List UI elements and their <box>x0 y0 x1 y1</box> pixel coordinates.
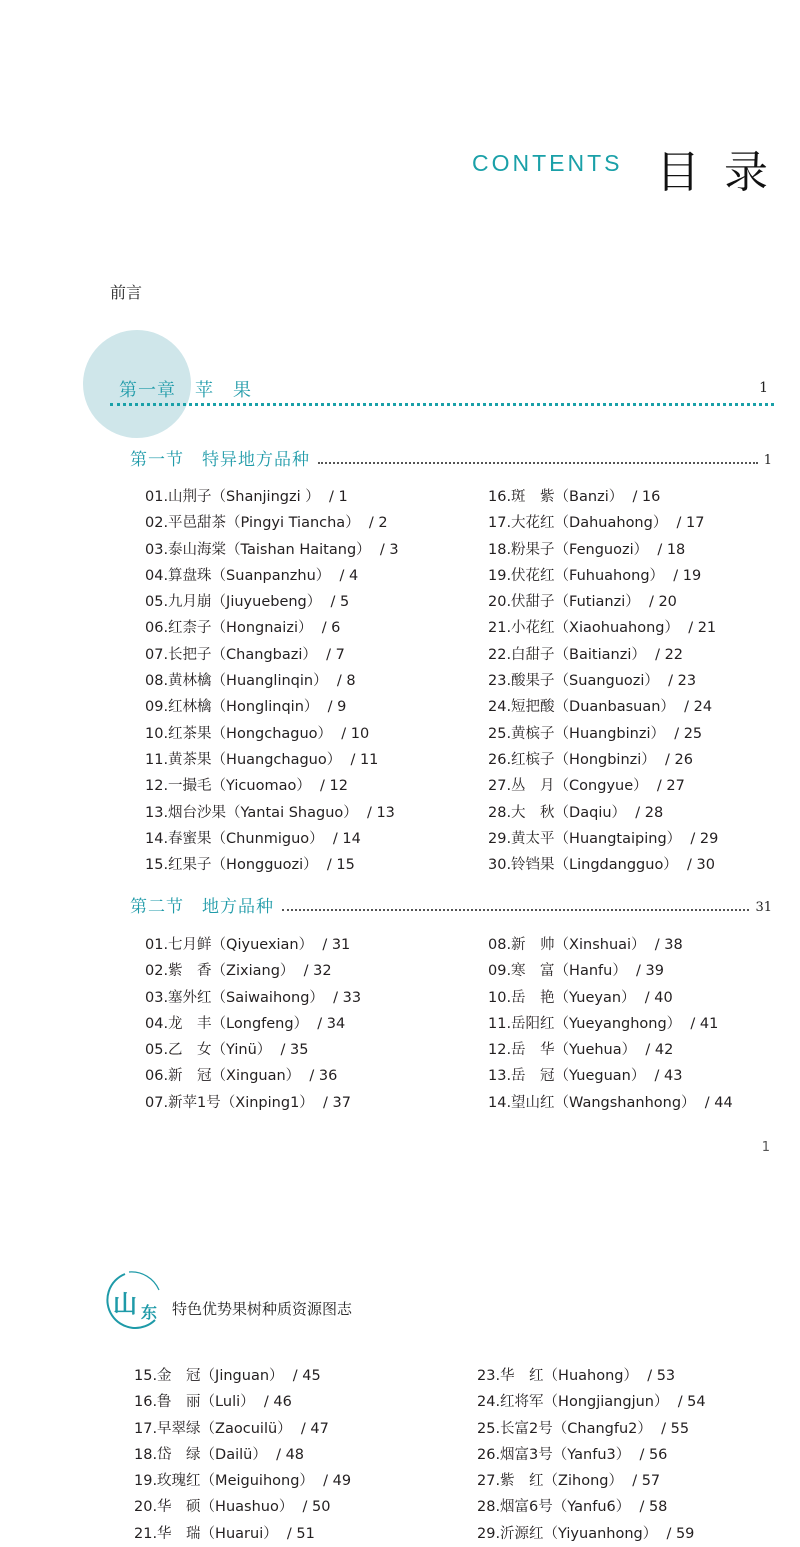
toc-entry[interactable] <box>488 1063 733 1089</box>
toc-entry[interactable] <box>134 1363 351 1389</box>
toc-entry[interactable] <box>145 800 399 826</box>
toc-entry-text: 04.龙 丰（Longfeng） / 34 <box>145 1015 346 1032</box>
toc-entry[interactable] <box>488 932 733 958</box>
chapter-page-number: 1 <box>759 380 768 396</box>
toc-entry-text: 15.红果子（Hongguozi） / 15 <box>145 857 355 874</box>
toc-entry[interactable] <box>488 773 718 799</box>
toc-entry[interactable] <box>488 1090 733 1116</box>
page-heading: 目录 <box>656 147 792 198</box>
toc-entry[interactable] <box>488 563 718 589</box>
toc-entry-text: 04.算盘珠（Suanpanzhu） / 4 <box>145 567 359 584</box>
toc-entry[interactable] <box>488 615 718 641</box>
section-page-number: 31 <box>755 900 772 915</box>
toc-entry[interactable] <box>145 958 361 984</box>
toc-entry[interactable] <box>477 1416 706 1442</box>
toc-entry[interactable] <box>488 694 718 720</box>
dot-leader <box>282 909 749 911</box>
toc-entry[interactable] <box>488 800 718 826</box>
toc-entry-text: 25.长富2号（Changfu2） / 55 <box>477 1420 690 1437</box>
section-title: 第二节 地方品种 <box>130 897 274 917</box>
toc-entry[interactable] <box>488 589 718 615</box>
toc-entry-text: 29.沂源红（Yiyuanhong） / 59 <box>477 1525 695 1542</box>
toc-column-right <box>488 932 733 1116</box>
toc-entry-text: 20.华 硕（Huashuo） / 50 <box>134 1499 331 1516</box>
toc-entry[interactable] <box>145 1011 361 1037</box>
toc-entry[interactable] <box>134 1442 351 1468</box>
toc-entry[interactable] <box>477 1363 706 1389</box>
toc-entry-text: 27.丛 月（Congyue） / 27 <box>488 778 685 795</box>
toc-entry-text: 24.短把酸（Duanbasuan） / 24 <box>488 699 713 716</box>
toc-entry-text: 13.岳 冠（Yueguan） / 43 <box>488 1068 683 1085</box>
section-heading-2[interactable] <box>130 895 772 917</box>
book-title: 特色优势果树种质资源图志 <box>172 1300 353 1318</box>
toc-entry[interactable] <box>488 747 718 773</box>
toc-column-left <box>145 484 399 878</box>
toc-entry[interactable] <box>488 985 733 1011</box>
toc-entry[interactable] <box>488 642 718 668</box>
toc-entry-text: 17.早翠绿（Zaocuilü） / 47 <box>134 1420 329 1437</box>
toc-entry-text: 11.岳阳红（Yueyanghong） / 41 <box>488 1015 719 1032</box>
toc-entry[interactable] <box>477 1389 706 1415</box>
toc-entry[interactable] <box>134 1468 351 1494</box>
toc-entry-text: 20.伏甜子（Futianzi） / 20 <box>488 594 677 611</box>
toc-entry-text: 05.九月崩（Jiuyuebeng） / 5 <box>145 594 350 611</box>
toc-entry-text: 16.鲁 丽（Luli） / 46 <box>134 1394 292 1411</box>
toc-entry-text: 23.华 红（Huahong） / 53 <box>477 1368 676 1384</box>
toc-entry[interactable] <box>477 1468 706 1494</box>
toc-entry[interactable] <box>477 1494 706 1520</box>
toc-entry[interactable] <box>488 510 718 536</box>
toc-entry-text: 18.粉果子（Fenguozi） / 18 <box>488 541 686 558</box>
chapter-dotted-rule <box>110 403 774 406</box>
contents-label: CONTENTS <box>472 150 623 176</box>
chapter-title[interactable]: 第一章 苹 果 <box>119 380 252 401</box>
toc-entry-text: 07.新苹1号（Xinping1） / 37 <box>145 1094 351 1111</box>
logo-char-2: 东 <box>141 1303 158 1322</box>
toc-entry[interactable] <box>145 852 399 878</box>
toc-entry[interactable] <box>488 958 733 984</box>
toc-entry-text: 14.春蜜果（Chunmiguo） / 14 <box>145 830 361 847</box>
toc-entry[interactable] <box>145 747 399 773</box>
toc-entry-text: 06.红柰子（Hongnaizi） / 6 <box>145 620 341 637</box>
toc-entry-preface[interactable]: 前言 <box>110 283 143 302</box>
toc-entry-text: 17.大花红（Dahuahong） / 17 <box>488 515 705 532</box>
toc-entry-text: 06.新 冠（Xinguan） / 36 <box>145 1068 338 1085</box>
toc-entry-text: 14.望山红（Wangshanhong） / 44 <box>488 1094 733 1111</box>
toc-entry-text: 08.黄林檎（Huanglinqin） / 8 <box>145 673 356 690</box>
shandong-logo-icon <box>95 1270 165 1332</box>
toc-entry-text: 01.山荆子（Shanjingzi ） / 1 <box>145 489 348 505</box>
toc-entry[interactable] <box>145 615 399 641</box>
toc-entry-text: 29.黄太平（Huangtaiping） / 29 <box>488 830 719 847</box>
toc-entry[interactable] <box>145 537 399 563</box>
toc-entry[interactable] <box>488 1037 733 1063</box>
toc-page-2 <box>0 1200 800 1546</box>
toc-entry[interactable] <box>145 826 399 852</box>
toc-entry-text: 23.酸果子（Suanguozi） / 23 <box>488 673 697 690</box>
toc-entry-text: 18.岱 绿（Dailü） / 48 <box>134 1446 305 1463</box>
toc-entry[interactable] <box>477 1442 706 1468</box>
toc-entry[interactable] <box>145 563 399 589</box>
toc-entry[interactable] <box>145 694 399 720</box>
toc-entry[interactable] <box>477 1521 706 1547</box>
toc-entry[interactable] <box>134 1521 351 1547</box>
toc-entry-text: 19.玫瑰红（Meiguihong） / 49 <box>134 1473 352 1490</box>
toc-entry-text: 24.红将军（Hongjiangjun） / 54 <box>477 1394 706 1411</box>
toc-entry[interactable] <box>134 1416 351 1442</box>
toc-entry-text: 10.红茶果（Hongchaguo） / 10 <box>145 725 370 742</box>
toc-entry-text: 21.小花红（Xiaohuahong） / 21 <box>488 620 717 637</box>
toc-entry[interactable] <box>145 642 399 668</box>
toc-entry[interactable] <box>145 1037 361 1063</box>
toc-entry[interactable] <box>488 826 718 852</box>
toc-entry-text: 12.岳 华（Yuehua） / 42 <box>488 1042 674 1059</box>
toc-entry-text: 19.伏花红（Fuhuahong） / 19 <box>488 567 702 584</box>
toc-entry[interactable] <box>145 1063 361 1089</box>
toc-entry[interactable] <box>145 932 361 958</box>
toc-entry[interactable] <box>488 668 718 694</box>
toc-entry[interactable] <box>145 773 399 799</box>
toc-entry-text: 07.长把子（Changbazi） / 7 <box>145 646 345 663</box>
toc-entry-text: 01.七月鲜（Qiyuexian） / 31 <box>145 937 351 953</box>
toc-entry-text: 11.黄茶果（Huangchaguo） / 11 <box>145 751 379 768</box>
toc-entry[interactable] <box>488 721 718 747</box>
toc-entry[interactable] <box>145 985 361 1011</box>
toc-entry-text: 26.烟富3号（Yanfu3） / 56 <box>477 1446 668 1463</box>
toc-entry-text: 08.新 帅（Xinshuai） / 38 <box>488 937 683 953</box>
toc-entry-text: 02.紫 香（Zixiang） / 32 <box>145 963 332 980</box>
toc-entry[interactable] <box>134 1494 351 1520</box>
toc-entry-text: 30.铃铛果（Lingdangguo） / 30 <box>488 857 715 874</box>
toc-entry-text: 16.斑 紫（Banzi） / 16 <box>488 489 661 505</box>
toc-entry-text: 26.红槟子（Hongbinzi） / 26 <box>488 751 693 768</box>
toc-entry-text: 25.黄槟子（Huangbinzi） / 25 <box>488 725 703 742</box>
toc-entry-text: 03.泰山海棠（Taishan Haitang） / 3 <box>145 541 399 558</box>
toc-entry-text: 21.华 瑞（Huarui） / 51 <box>134 1525 315 1542</box>
toc-entry-text: 12.一撮毛（Yicuomao） / 12 <box>145 778 349 795</box>
toc-column-right <box>488 484 718 878</box>
toc-entry[interactable] <box>145 589 399 615</box>
toc-column-right <box>477 1363 706 1547</box>
section-title: 第一节 特异地方品种 <box>130 450 310 470</box>
logo-char-1: 山 <box>113 1290 137 1318</box>
page-number: 1 <box>761 1140 770 1155</box>
section-heading-1[interactable] <box>130 448 772 470</box>
toc-entry-text: 22.白甜子（Baitianzi） / 22 <box>488 646 684 663</box>
toc-entry-text: 10.岳 艳（Yueyan） / 40 <box>488 989 673 1006</box>
toc-entry[interactable] <box>145 510 399 536</box>
toc-entry[interactable] <box>145 484 399 510</box>
toc-entry-text: 28.烟富6号（Yanfu6） / 58 <box>477 1499 668 1516</box>
toc-entry[interactable] <box>488 852 718 878</box>
toc-entry[interactable] <box>134 1389 351 1415</box>
toc-entry-text: 28.大 秋（Daqiu） / 28 <box>488 804 664 821</box>
toc-entry[interactable] <box>145 1090 361 1116</box>
toc-entry-text: 02.平邑甜茶（Pingyi Tiancha） / 2 <box>145 515 388 532</box>
section-page-number: 1 <box>763 453 772 468</box>
toc-entry-text: 05.乙 女（Yinü） / 35 <box>145 1042 309 1059</box>
toc-entry[interactable] <box>145 721 399 747</box>
toc-entry-text: 09.寒 富（Hanfu） / 39 <box>488 963 664 980</box>
toc-entry[interactable] <box>488 484 718 510</box>
toc-entry-text: 15.金 冠（Jinguan） / 45 <box>134 1368 321 1384</box>
dot-leader <box>318 462 758 464</box>
toc-entry[interactable] <box>145 668 399 694</box>
toc-entry-text: 27.紫 红（Zihong） / 57 <box>477 1473 661 1490</box>
toc-entry-text: 03.塞外红（Saiwaihong） / 33 <box>145 989 362 1006</box>
toc-column-left <box>145 932 361 1116</box>
toc-entry[interactable] <box>488 537 718 563</box>
toc-entry-text: 09.红林檎（Honglinqin） / 9 <box>145 699 347 716</box>
toc-column-left <box>134 1363 351 1547</box>
toc-entry-text: 13.烟台沙果（Yantai Shaguo） / 13 <box>145 804 395 821</box>
toc-entry[interactable] <box>488 1011 733 1037</box>
